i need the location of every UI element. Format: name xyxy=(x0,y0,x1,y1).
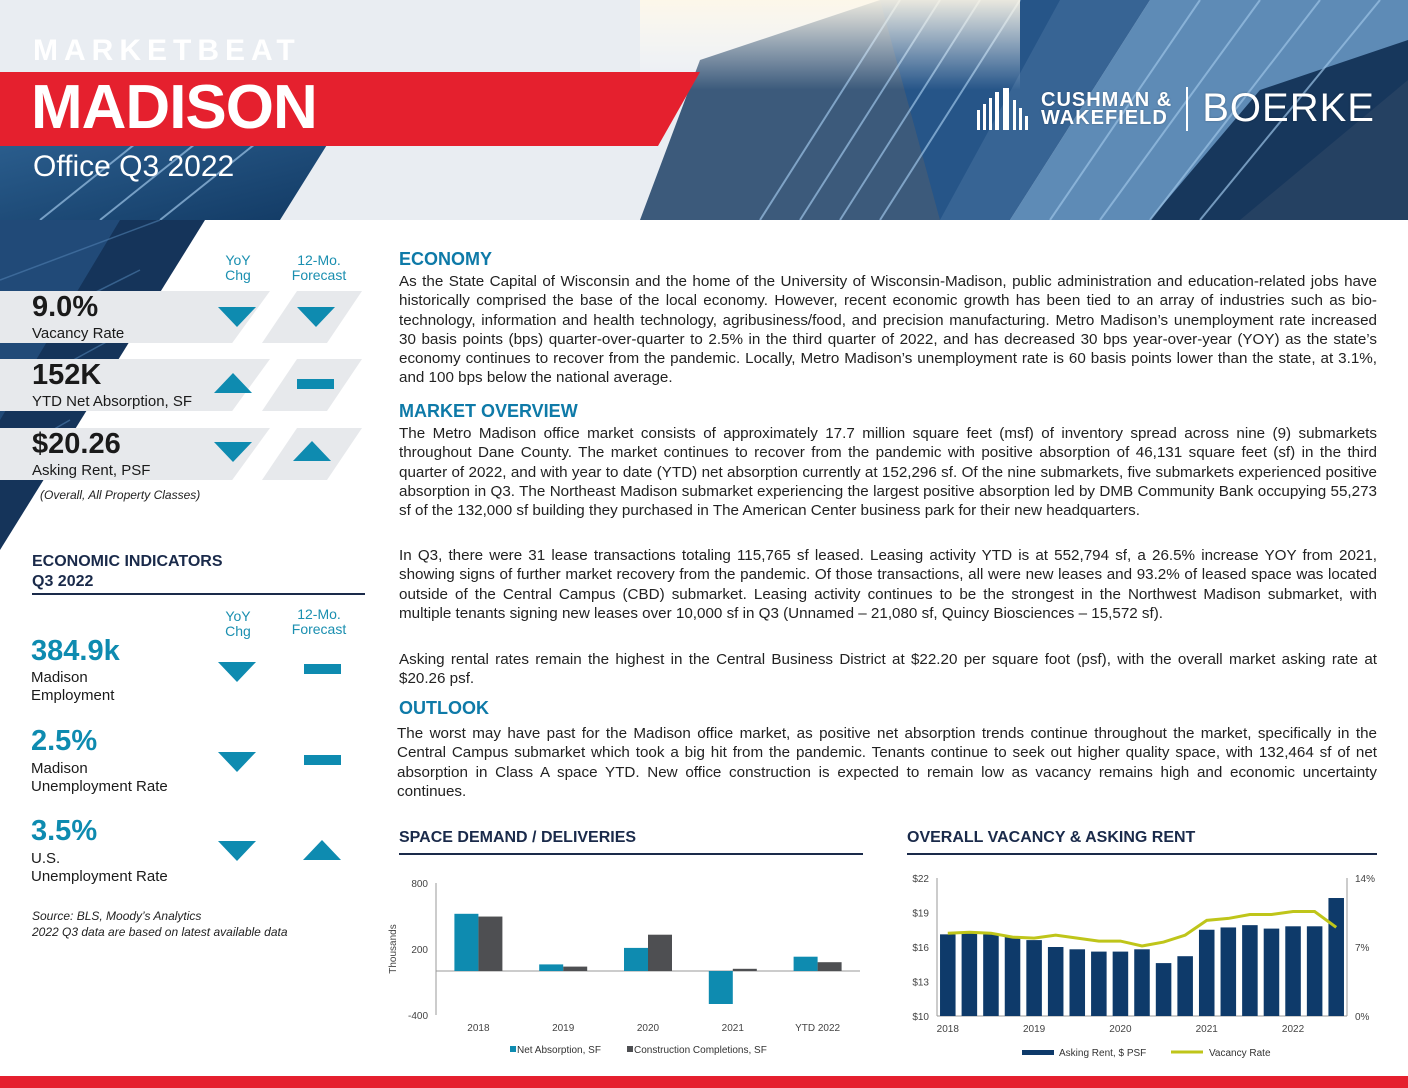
y-tick-label: -400 xyxy=(407,1011,428,1022)
space-demand-chart xyxy=(380,860,870,1070)
bar xyxy=(1177,956,1193,1016)
x-tick-label: 2022 xyxy=(1281,1024,1305,1035)
y-tick-label: 14% xyxy=(1355,874,1376,885)
indicator-label: Madison Unemployment Rate xyxy=(31,760,168,795)
bar xyxy=(983,934,999,1016)
x-tick-label: 2019 xyxy=(552,1023,575,1034)
legend-swatch xyxy=(1022,1050,1054,1055)
logo-separator xyxy=(1186,87,1188,131)
stats-note: (Overall, All Property Classes) xyxy=(40,488,201,502)
stats-yoy-header: YoY Chg xyxy=(225,252,251,283)
stat-value: $20.26 xyxy=(32,428,121,460)
stat-label: Asking Rent, PSF xyxy=(32,462,151,479)
legend-label: Net Absorption, SF xyxy=(517,1045,601,1056)
outlook-paragraph: The worst may have past for the Madison office market, as positive net absorption trends continue throughout the market, specifically in the Central Campus submarket which took a big hit from the pandemic. Tenants continue to seek out higher quality space, with 132,464 sf of net absorption in Class A space YTD. New office construction is expected to remain low as vacancy remains high and economic uncertainty continues. xyxy=(397,725,1377,800)
chart2-title: OVERALL VACANCY & ASKING RENT xyxy=(907,829,1196,846)
arrow-down-icon xyxy=(297,307,335,327)
bar xyxy=(1328,898,1344,1016)
bar xyxy=(1069,949,1085,1016)
indicators-yoy-header: YoY Chg xyxy=(225,608,251,639)
company-logo xyxy=(975,86,1375,131)
bar xyxy=(1221,927,1237,1016)
y-tick-label: $13 xyxy=(912,977,929,989)
report-subtitle: Office Q3 2022 xyxy=(33,150,235,183)
y-axis-label: Thousands xyxy=(388,924,399,974)
indicator-label: Madison Employment xyxy=(31,669,115,704)
indicator-value: 2.5% xyxy=(31,725,98,757)
economy-paragraph: As the State Capital of Wisconsin and the home of the University of Wisconsin-Madison, public administration and education-related jobs have historically comprised the base of the local economy. However, recent economic growth has been tied to an array of industries such as bio-technology, information and health technology, agribusiness/food, and precision manufacturing. Metro Madison’s unemployment rate increased 30 basis points (bps) quarter-over-quarter to 2.5% in the third quarter of 2022, and has decreased 30 bps year-over-year (YOY) as the state’s economy continues to recover from the pandemic. Locally, Metro Madison’s unemployment rate is 60 basis points lower than the state, at 3.1%, and 100 bps below the national average. xyxy=(399,273,1377,387)
y-tick-label: 7% xyxy=(1355,943,1370,954)
stat-label: YTD Net Absorption, SF xyxy=(32,393,193,410)
partner-logo: BOERKE xyxy=(1202,86,1375,130)
footer-bar xyxy=(0,1076,1408,1088)
y-tick-label: $22 xyxy=(912,874,929,885)
arrow-down-icon xyxy=(218,841,256,861)
flat-dash-icon xyxy=(304,664,341,674)
x-tick-label: 2020 xyxy=(636,1023,660,1034)
stat-value: 152K xyxy=(32,359,102,391)
x-tick-label: 2018 xyxy=(936,1024,959,1035)
bar xyxy=(454,914,478,971)
bar xyxy=(1264,929,1280,1016)
arrow-up-icon xyxy=(303,840,341,860)
bar xyxy=(733,969,757,971)
y-tick-label: $16 xyxy=(912,943,929,954)
bar xyxy=(1005,937,1021,1016)
arrow-up-icon xyxy=(214,373,252,393)
arrow-up-icon xyxy=(293,441,331,461)
divider xyxy=(32,593,365,595)
bar xyxy=(794,957,818,971)
y-tick-label: 800 xyxy=(411,879,428,890)
report-series: MARKETBEAT xyxy=(33,34,301,67)
section-title-outlook: OUTLOOK xyxy=(399,698,489,718)
legend-swatch xyxy=(627,1046,633,1052)
y-tick-label: $19 xyxy=(912,908,929,920)
bar xyxy=(818,962,842,971)
arrow-down-icon xyxy=(218,662,256,682)
indicator-value: 384.9k xyxy=(31,635,120,667)
bar xyxy=(709,971,733,1004)
bar xyxy=(1113,952,1129,1016)
bar xyxy=(940,934,956,1016)
bar xyxy=(1134,949,1150,1016)
x-tick-label: 2021 xyxy=(1195,1024,1218,1035)
bar xyxy=(1091,952,1107,1016)
bar xyxy=(1156,963,1172,1016)
bar xyxy=(478,917,502,971)
stat-label: Vacancy Rate xyxy=(32,325,125,342)
stats-forecast-header: 12-Mo. Forecast xyxy=(291,252,347,283)
econ-indicators-title: ECONOMIC INDICATORS Q3 2022 xyxy=(32,553,223,590)
y-tick-label: 200 xyxy=(411,945,428,956)
arrow-down-icon xyxy=(218,752,256,772)
arrow-down-icon xyxy=(218,307,256,327)
market-paragraph-1: The Metro Madison office market consists of approximately 17.7 million square feet (msf) of inventory spread across nine (9) submarkets throughout Dane County. The market continues to recover from the pandemic with positive absorption of 46,131 square feet (sf) in the third quarter of 2022, and with year to date (YTD) net absorption currently at 152,296 sf. Of the nine submarkets, five submarkets experienced positive absorption in Q3. The Northeast Madison submarket experiencing the largest positive absorption led by DMB Community Bank occupying 55,273 sf of the 132,000 sf building they purchased in The American Center business park for their new headquarters. xyxy=(399,425,1377,520)
flat-dash-icon xyxy=(297,379,334,389)
x-tick-label: 2021 xyxy=(721,1023,744,1034)
market-paragraph-3: Asking rental rates remain the highest in the Central Business District at $22.20 per square foot (psf), with the overall market asking rate at $20.26 psf. xyxy=(399,651,1377,688)
x-tick-label: 2018 xyxy=(467,1023,490,1034)
bar xyxy=(1048,947,1064,1016)
stat-value: 9.0% xyxy=(32,291,99,323)
arrow-down-icon xyxy=(214,442,252,462)
divider xyxy=(399,853,863,855)
legend-label: Construction Completions, SF xyxy=(634,1045,767,1056)
city-title: MADISON xyxy=(31,73,317,142)
bar xyxy=(648,935,672,971)
bar xyxy=(624,948,648,971)
legend-label: Vacancy Rate xyxy=(1209,1048,1271,1059)
logo-text: CUSHMAN & WAKEFIELD xyxy=(1041,88,1173,129)
vacancy-rent-chart xyxy=(895,860,1395,1070)
y-tick-label: 0% xyxy=(1355,1012,1370,1023)
source-note: Source: BLS, Moody’s Analytics 2022 Q3 data are based on latest available data xyxy=(32,909,288,939)
bar xyxy=(1242,925,1258,1016)
bar xyxy=(1199,930,1215,1016)
bar xyxy=(1026,940,1042,1016)
x-tick-label: 2020 xyxy=(1109,1024,1132,1035)
cw-building-icon xyxy=(975,88,1031,130)
section-title-market: MARKET OVERVIEW xyxy=(399,401,578,421)
market-paragraph-2: In Q3, there were 31 lease transactions totaling 115,765 sf leased. Leasing activity YTD is at 552,794 sf, a 26.5% increase YOY from 2021, showing signs of further market recovery from the pandemic. Of those transactions, all were new leases and 93.2% of leased space was located outside of the Central Campus (CBD) submarket. Leasing activity continues to be the strongest in the Northwest Madison submarket, with multiple tenants signing new leases over 10,000 sf in Q3 (Unnamed – 21,080 sf, Quincy Biosciences – 15,572 sf). xyxy=(399,547,1377,622)
header-banner xyxy=(0,0,1408,220)
flat-dash-icon xyxy=(304,755,341,765)
legend-swatch xyxy=(510,1046,516,1052)
bar xyxy=(1285,926,1301,1016)
x-tick-label: YTD 2022 xyxy=(795,1023,841,1034)
indicator-value: 3.5% xyxy=(31,815,98,847)
indicators-forecast-header: 12-Mo. Forecast xyxy=(291,606,347,637)
indicator-label: U.S. Unemployment Rate xyxy=(31,850,168,885)
legend-label: Asking Rent, $ PSF xyxy=(1059,1048,1147,1059)
chart1-title: SPACE DEMAND / DELIVERIES xyxy=(399,829,637,846)
divider xyxy=(907,853,1377,855)
bar xyxy=(563,967,587,971)
bar xyxy=(539,964,563,971)
x-tick-label: 2019 xyxy=(1022,1024,1046,1035)
section-title-economy: ECONOMY xyxy=(399,249,493,269)
bar xyxy=(1307,926,1323,1016)
y-tick-label: $10 xyxy=(912,1012,929,1023)
bar xyxy=(962,932,978,1016)
